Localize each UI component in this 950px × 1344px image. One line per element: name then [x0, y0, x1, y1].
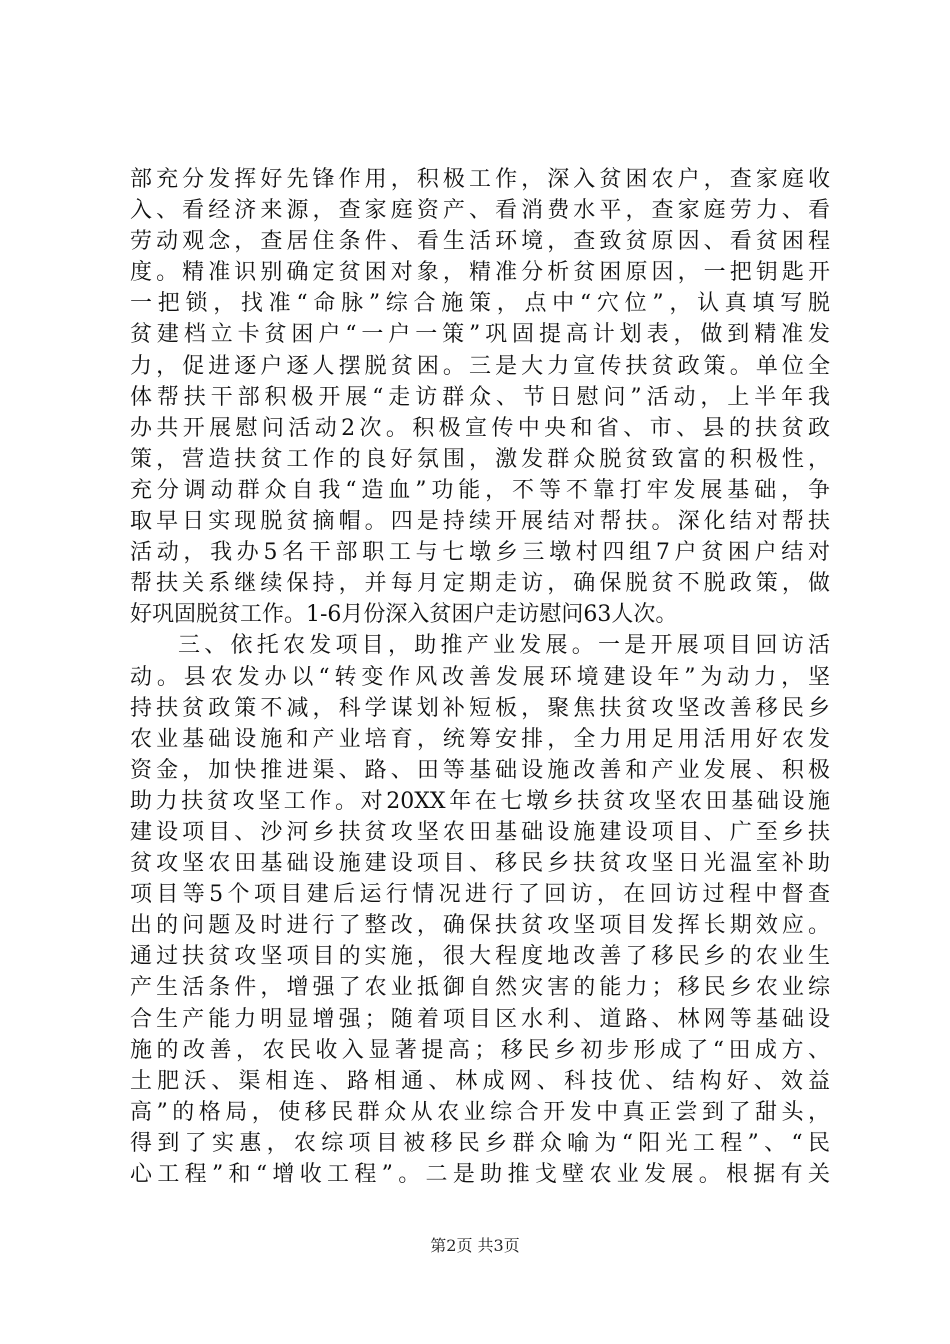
text-line: 高”的格局，使移民群众从农业综合开发中真正尝到了甜头，: [130, 1099, 830, 1125]
text-line: 劳动观念，查居住条件、看生活环境，查致贫原因、看贫困程: [130, 229, 830, 255]
text-line-paragraph-end: 好巩固脱贫工作。1-6月份深入贫困户走访慰问63人次。: [130, 602, 678, 628]
text-line: 持扶贫政策不减，科学谋划补短板，聚焦扶贫攻坚改善移民乡: [130, 695, 830, 721]
text-line: 活动，我办5名干部职工与七墩乡三墩村四组7户贫困户结对: [130, 540, 830, 566]
text-line: 资金，加快推进渠、路、田等基础设施改善和产业发展、积极: [130, 757, 830, 783]
text-line: 合生产能力明显增强；随着项目区水利、道路、林网等基础设: [130, 1006, 830, 1032]
text-line: 农业基础设施和产业培育，统筹安排，全力用足用活用好农发: [130, 726, 830, 752]
text-line: 办共开展慰问活动2次。积极宣传中央和省、市、县的扶贫政: [130, 415, 830, 441]
text-line: 部充分发挥好先锋作用，积极工作，深入贫困农户，查家庭收: [130, 167, 830, 192]
text-line: 度。精准识别确定贫困对象，精准分析贫困原因，一把钥匙开: [130, 260, 830, 286]
text-line: 得到了实惠，农综项目被移民乡群众喻为“阳光工程”、“民: [130, 1130, 830, 1156]
text-line: 策，营造扶贫工作的良好氛围，激发群众脱贫致富的积极性，: [130, 446, 830, 472]
text-line: 心工程”和“增收工程”。二是助推戈壁农业发展。根据有关: [130, 1162, 830, 1187]
text-line: 通过扶贫攻坚项目的实施，很大程度地改善了移民乡的农业生: [130, 944, 830, 970]
text-line: 贫攻坚农田基础设施建设项目、移民乡扶贫攻坚日光温室补助: [130, 851, 830, 877]
page-number-footer: 第2页 共3页: [430, 1236, 520, 1255]
text-line: 充分调动群众自我“造血”功能，不等不靠打牢发展基础，争: [130, 477, 830, 503]
text-line: 帮扶关系继续保持，并每月定期走访，确保脱贫不脱政策，做: [130, 571, 830, 597]
text-line: 体帮扶干部积极开展“走访群众、节日慰问”活动，上半年我: [130, 384, 830, 410]
text-line: 助力扶贫攻坚工作。对20XX年在七墩乡扶贫攻坚农田基础设施: [130, 788, 830, 814]
text-line: 产生活条件，增强了农业抵御自然灾害的能力；移民乡农业综: [130, 975, 830, 1001]
text-line: 土肥沃、渠相连、路相通、林成网、科技优、结构好、效益: [130, 1068, 830, 1094]
text-line: 入、看经济来源，查家庭资产、看消费水平，查家庭劳力、看: [130, 198, 830, 224]
text-line: 施的改善，农民收入显著提高；移民乡初步形成了“田成方、: [130, 1037, 830, 1063]
text-line: 建设项目、沙河乡扶贫攻坚农田基础设施建设项目、广至乡扶: [130, 819, 830, 845]
text-line: 动。县农发办以“转变作风改善发展环境建设年”为动力，坚: [130, 664, 830, 690]
body-text: [130, 164, 830, 1190]
text-line-paragraph-start: 三、依托农发项目，助推产业发展。一是开展项目回访活: [178, 633, 830, 659]
text-line: 贫建档立卡贫困户“一户一策”巩固提高计划表，做到精准发: [130, 322, 830, 348]
text-line: 一把锁，找准“命脉”综合施策，点中“穴位”，认真填写脱: [130, 291, 830, 317]
text-line: 项目等5个项目建后运行情况进行了回访，在回访过程中督查: [130, 882, 830, 908]
text-line: 力，促进逐户逐人摆脱贫困。三是大力宣传扶贫政策。单位全: [130, 353, 830, 379]
text-line: 取早日实现脱贫摘帽。四是持续开展结对帮扶。深化结对帮扶: [130, 509, 830, 535]
text-line: 出的问题及时进行了整改，确保扶贫攻坚项目发挥长期效应。: [130, 913, 830, 939]
